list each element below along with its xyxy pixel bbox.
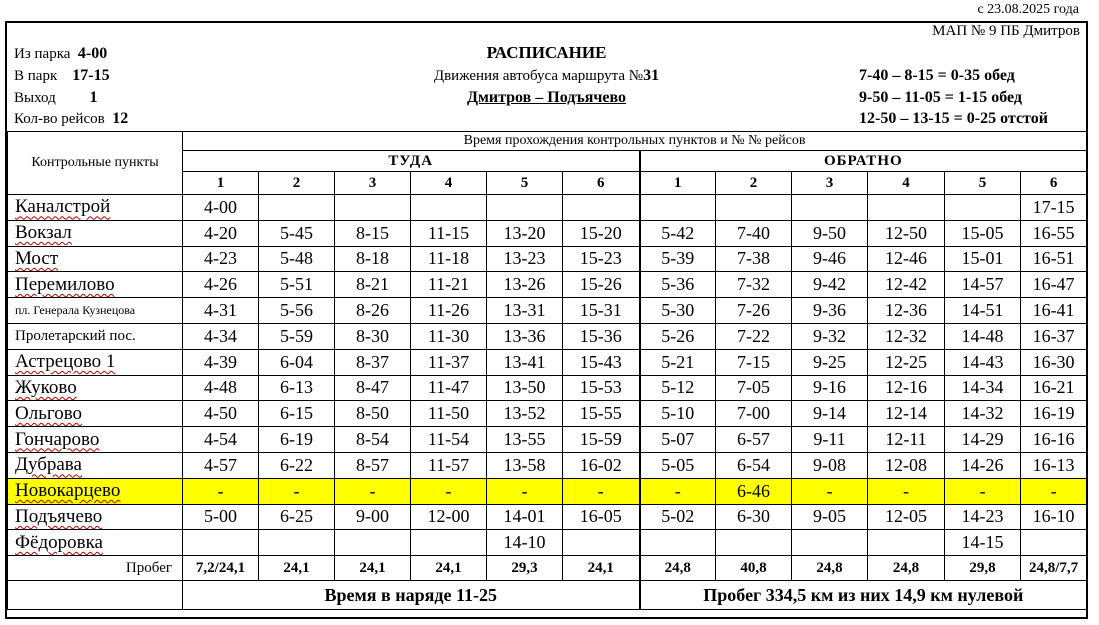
time-cell: 15-31	[563, 298, 640, 324]
time-cell: 13-20	[487, 220, 563, 246]
route-number: 31	[643, 67, 660, 84]
time-cell: -	[563, 478, 640, 504]
stop-name-cell	[8, 530, 183, 556]
break-1: 7-40 – 8-15 = 0-35 обед	[859, 67, 1015, 84]
time-cell: 15-23	[563, 246, 640, 272]
time-cell: 14-23	[945, 504, 1021, 530]
time-cell: 14-15	[945, 530, 1021, 556]
mileage-label: Пробег	[8, 556, 183, 581]
time-cell: -	[1021, 478, 1087, 504]
time-cell: 8-18	[335, 246, 411, 272]
time-cell: 14-01	[487, 504, 563, 530]
time-cell: 14-57	[945, 272, 1021, 298]
table-caption: Время прохождения контрольных пунктов и № № рейсов	[183, 132, 1087, 151]
time-cell: 5-26	[640, 323, 716, 349]
time-cell: -	[792, 478, 868, 504]
time-cell: 11-37	[411, 349, 487, 375]
stop-name: Фёдоровка	[15, 531, 103, 553]
time-cell: 6-57	[716, 427, 792, 453]
schedule-document	[5, 21, 1088, 619]
time-cell: 7-00	[716, 401, 792, 427]
stop-name-cell	[8, 401, 183, 427]
time-cell: 5-12	[640, 375, 716, 401]
time-cell: 8-30	[335, 323, 411, 349]
exit-value: 1	[89, 89, 98, 106]
time-cell: 12-42	[868, 272, 945, 298]
time-cell: -	[945, 478, 1021, 504]
time-cell: 13-58	[487, 452, 563, 478]
table-row	[8, 530, 1087, 556]
time-cell: 16-13	[1021, 452, 1087, 478]
from-park-value: 4-00	[77, 45, 108, 62]
trips-line	[14, 110, 128, 128]
time-cell: 6-04	[259, 349, 335, 375]
time-cell	[792, 195, 868, 221]
time-cell: 6-54	[716, 452, 792, 478]
stop-name-cell	[8, 195, 183, 221]
time-cell: 5-36	[640, 272, 716, 298]
mileage-cell: 24,1	[259, 556, 335, 581]
stop-name-cell	[8, 298, 183, 324]
time-cell: 7-40	[716, 220, 792, 246]
schedule-header	[7, 23, 1086, 131]
stop-name-cell	[8, 323, 183, 349]
time-cell: 15-43	[563, 349, 640, 375]
time-cell	[640, 530, 716, 556]
depot-label: МАП № 9 ПБ Дмитров	[932, 23, 1080, 39]
time-cell: 4-20	[183, 220, 259, 246]
time-cell: 7-38	[716, 246, 792, 272]
time-cell	[563, 530, 640, 556]
time-cell: 7-22	[716, 323, 792, 349]
stop-name-cell	[8, 504, 183, 530]
time-cell: 11-57	[411, 452, 487, 478]
time-cell: 14-10	[487, 530, 563, 556]
time-cell: 12-11	[868, 427, 945, 453]
stop-name: Жуково	[15, 376, 77, 398]
time-cell: 8-37	[335, 349, 411, 375]
table-row	[8, 478, 1087, 504]
time-cell: 4-39	[183, 349, 259, 375]
stop-name: Каналстрой	[15, 196, 111, 218]
time-cell: 14-34	[945, 375, 1021, 401]
time-cell	[716, 195, 792, 221]
trips-label: Кол-во рейсов	[14, 111, 105, 127]
time-cell: 16-47	[1021, 272, 1087, 298]
time-cell: 15-59	[563, 427, 640, 453]
trip-number-header: 4	[411, 172, 487, 195]
time-cell: 14-32	[945, 401, 1021, 427]
time-cell: 11-47	[411, 375, 487, 401]
table-row	[8, 375, 1087, 401]
time-cell: 7-26	[716, 298, 792, 324]
stop-name: Вокзал	[15, 222, 72, 244]
time-cell: 5-39	[640, 246, 716, 272]
time-cell: 4-26	[183, 272, 259, 298]
stop-name: Дубрава	[15, 454, 82, 476]
time-cell: 13-26	[487, 272, 563, 298]
time-cell: 9-50	[792, 220, 868, 246]
mileage-cell: 24,8	[640, 556, 716, 581]
time-cell: 7-05	[716, 375, 792, 401]
stop-name: Гончарово	[15, 428, 100, 450]
time-cell: 4-48	[183, 375, 259, 401]
exit-label: Выход	[14, 90, 56, 106]
time-cell: 5-07	[640, 427, 716, 453]
time-cell	[640, 195, 716, 221]
table-row	[8, 220, 1087, 246]
time-cell: 5-05	[640, 452, 716, 478]
time-cell: 9-08	[792, 452, 868, 478]
time-cell	[945, 195, 1021, 221]
table-row	[8, 272, 1087, 298]
mileage-cell: 24,8	[792, 556, 868, 581]
time-cell: 15-36	[563, 323, 640, 349]
time-cell: 12-36	[868, 298, 945, 324]
time-cell: 8-54	[335, 427, 411, 453]
time-cell: 16-10	[1021, 504, 1087, 530]
time-cell: 13-41	[487, 349, 563, 375]
time-cell	[183, 530, 259, 556]
time-cell: 5-59	[259, 323, 335, 349]
time-cell: 9-11	[792, 427, 868, 453]
caption-row	[8, 132, 1087, 151]
time-cell: 8-50	[335, 401, 411, 427]
time-cell: 7-32	[716, 272, 792, 298]
mileage-cell: 7,2/24,1	[183, 556, 259, 581]
time-cell: 6-22	[259, 452, 335, 478]
duty-time: Время в наряде 11-25	[183, 581, 640, 610]
stop-name-cell	[8, 272, 183, 298]
time-cell: 15-55	[563, 401, 640, 427]
time-cell: -	[335, 478, 411, 504]
time-cell: 11-26	[411, 298, 487, 324]
time-cell: 11-54	[411, 427, 487, 453]
table-row	[8, 298, 1087, 324]
table-row	[8, 323, 1087, 349]
trip-number-header: 2	[716, 172, 792, 195]
time-cell: 9-14	[792, 401, 868, 427]
time-cell	[259, 195, 335, 221]
time-cell: 15-53	[563, 375, 640, 401]
time-cell: 9-25	[792, 349, 868, 375]
route-name: Дмитров – Подъячево	[466, 89, 627, 106]
time-cell: 11-50	[411, 401, 487, 427]
time-cell: 4-00	[183, 195, 259, 221]
time-cell: 5-51	[259, 272, 335, 298]
time-cell: -	[259, 478, 335, 504]
time-cell	[792, 530, 868, 556]
time-cell	[487, 195, 563, 221]
time-cell: 13-36	[487, 323, 563, 349]
stop-name: Астрецово 1	[15, 351, 116, 373]
time-cell	[411, 530, 487, 556]
summary-spacer	[8, 581, 183, 610]
time-cell: 6-30	[716, 504, 792, 530]
time-cell: 5-21	[640, 349, 716, 375]
time-cell: 14-48	[945, 323, 1021, 349]
mileage-cell: 24,1	[335, 556, 411, 581]
time-cell: 6-46	[716, 478, 792, 504]
table-row	[8, 195, 1087, 221]
time-cell: 4-23	[183, 246, 259, 272]
total-mileage: Пробег 334,5 км из них 14,9 км нулевой	[640, 581, 1087, 610]
time-cell: 4-34	[183, 323, 259, 349]
time-cell: 8-26	[335, 298, 411, 324]
table-row	[8, 427, 1087, 453]
time-cell: 12-00	[411, 504, 487, 530]
time-cell: 12-08	[868, 452, 945, 478]
mileage-cell: 24,8	[868, 556, 945, 581]
time-cell: 5-10	[640, 401, 716, 427]
stop-name: Пролетарский пос.	[15, 327, 136, 344]
time-cell: 16-30	[1021, 349, 1087, 375]
time-cell: 5-02	[640, 504, 716, 530]
time-cell: 16-21	[1021, 375, 1087, 401]
trip-number-header: 5	[487, 172, 563, 195]
time-cell: 16-02	[563, 452, 640, 478]
trip-number-header: 6	[563, 172, 640, 195]
time-cell: 9-05	[792, 504, 868, 530]
trip-number-header: 1	[640, 172, 716, 195]
time-cell: 11-21	[411, 272, 487, 298]
there-header: ТУДА	[183, 151, 640, 172]
stop-name: Новокарцево	[15, 480, 121, 502]
stop-name: пл. Генерала Кузнецова	[15, 303, 136, 318]
time-cell	[716, 530, 792, 556]
mileage-cell: 24,1	[563, 556, 640, 581]
time-cell: 13-31	[487, 298, 563, 324]
to-park-value: 17-15	[72, 67, 110, 84]
time-cell: 4-54	[183, 427, 259, 453]
time-cell: 15-20	[563, 220, 640, 246]
time-cell: 5-48	[259, 246, 335, 272]
trip-number-header: 1	[183, 172, 259, 195]
time-cell: 12-25	[868, 349, 945, 375]
back-header: ОБРАТНО	[640, 151, 1087, 172]
time-cell: 16-41	[1021, 298, 1087, 324]
time-cell: 4-57	[183, 452, 259, 478]
stop-name: Подъячево	[15, 505, 103, 527]
time-cell: 7-15	[716, 349, 792, 375]
table-row	[8, 246, 1087, 272]
trip-number-header: 3	[792, 172, 868, 195]
time-cell: 15-26	[563, 272, 640, 298]
time-cell: 8-47	[335, 375, 411, 401]
mileage-cell: 24,1	[411, 556, 487, 581]
time-cell: 8-15	[335, 220, 411, 246]
stop-name-cell	[8, 220, 183, 246]
trips-value: 12	[112, 110, 129, 127]
table-row	[8, 401, 1087, 427]
time-cell	[868, 195, 945, 221]
to-park-label: В парк	[14, 68, 58, 84]
time-cell: 9-16	[792, 375, 868, 401]
from-park-label: Из парка	[14, 46, 71, 62]
mileage-row	[8, 556, 1087, 581]
stop-name: Перемилово	[15, 273, 115, 295]
time-cell: -	[487, 478, 563, 504]
time-cell: -	[183, 478, 259, 504]
time-cell: 16-37	[1021, 323, 1087, 349]
time-cell: 14-26	[945, 452, 1021, 478]
time-cell: 12-46	[868, 246, 945, 272]
time-cell: 16-51	[1021, 246, 1087, 272]
mileage-cell: 24,8/7,7	[1021, 556, 1087, 581]
time-cell: 8-21	[335, 272, 411, 298]
time-cell: 12-05	[868, 504, 945, 530]
time-cell: -	[640, 478, 716, 504]
time-cell: 5-00	[183, 504, 259, 530]
time-cell: 4-31	[183, 298, 259, 324]
time-cell: 12-14	[868, 401, 945, 427]
time-cell	[335, 195, 411, 221]
time-cell: 13-23	[487, 246, 563, 272]
time-cell: 4-50	[183, 401, 259, 427]
time-cell: 6-15	[259, 401, 335, 427]
time-cell: 9-42	[792, 272, 868, 298]
time-cell: 6-13	[259, 375, 335, 401]
table-row	[8, 349, 1087, 375]
time-cell: 6-19	[259, 427, 335, 453]
stop-name-cell	[8, 478, 183, 504]
time-cell: 13-52	[487, 401, 563, 427]
time-cell	[868, 530, 945, 556]
mileage-cell: 29,3	[487, 556, 563, 581]
mileage-cell: 40,8	[716, 556, 792, 581]
time-cell: 11-15	[411, 220, 487, 246]
time-cell: -	[868, 478, 945, 504]
time-cell: 17-15	[1021, 195, 1087, 221]
stop-name-cell	[8, 349, 183, 375]
trip-number-header: 5	[945, 172, 1021, 195]
table-row	[8, 452, 1087, 478]
table-row	[8, 504, 1087, 530]
time-cell: 11-30	[411, 323, 487, 349]
effective-date: с 23.08.2025 года	[977, 2, 1079, 17]
time-cell: 9-46	[792, 246, 868, 272]
time-cell: 9-00	[335, 504, 411, 530]
stop-name-cell	[8, 375, 183, 401]
time-cell: 12-16	[868, 375, 945, 401]
time-cell: 14-29	[945, 427, 1021, 453]
time-cell: 15-01	[945, 246, 1021, 272]
trip-number-header: 4	[868, 172, 945, 195]
summary-row	[8, 581, 1087, 610]
time-cell: 5-30	[640, 298, 716, 324]
time-cell: 13-50	[487, 375, 563, 401]
mileage-cell: 29,8	[945, 556, 1021, 581]
time-cell: 12-50	[868, 220, 945, 246]
time-cell: 14-43	[945, 349, 1021, 375]
time-cell: 5-45	[259, 220, 335, 246]
time-cell: 12-32	[868, 323, 945, 349]
time-cell: 15-05	[945, 220, 1021, 246]
schedule-table	[7, 131, 1087, 610]
stop-name: Ольгово	[15, 402, 83, 424]
time-cell: 8-57	[335, 452, 411, 478]
break-3: 12-50 – 13-15 = 0-25 отстой	[859, 110, 1048, 127]
time-cell: 16-16	[1021, 427, 1087, 453]
time-cell: 5-42	[640, 220, 716, 246]
time-cell: 5-56	[259, 298, 335, 324]
page-title: РАСПИСАНИЕ	[486, 43, 607, 62]
time-cell: 16-05	[563, 504, 640, 530]
trip-number-header: 2	[259, 172, 335, 195]
time-cell	[411, 195, 487, 221]
time-cell: 14-51	[945, 298, 1021, 324]
stop-name: Мост	[15, 247, 59, 269]
trip-number-header: 3	[335, 172, 411, 195]
time-cell	[563, 195, 640, 221]
stop-name-cell	[8, 246, 183, 272]
stop-name-cell	[8, 452, 183, 478]
checkpoints-header: Контрольные пункты	[8, 132, 183, 195]
time-cell: 16-55	[1021, 220, 1087, 246]
time-cell: -	[411, 478, 487, 504]
trip-number-header: 6	[1021, 172, 1087, 195]
break-2: 9-50 – 11-05 = 1-15 обед	[859, 89, 1022, 106]
time-cell: 9-32	[792, 323, 868, 349]
time-cell	[259, 530, 335, 556]
time-cell: 6-25	[259, 504, 335, 530]
time-cell	[1021, 530, 1087, 556]
time-cell: 13-55	[487, 427, 563, 453]
time-cell: 9-36	[792, 298, 868, 324]
subtitle-text: Движения автобуса маршрута №	[433, 68, 644, 84]
time-cell: 16-19	[1021, 401, 1087, 427]
stop-name-cell	[8, 427, 183, 453]
time-cell	[335, 530, 411, 556]
time-cell: 11-18	[411, 246, 487, 272]
